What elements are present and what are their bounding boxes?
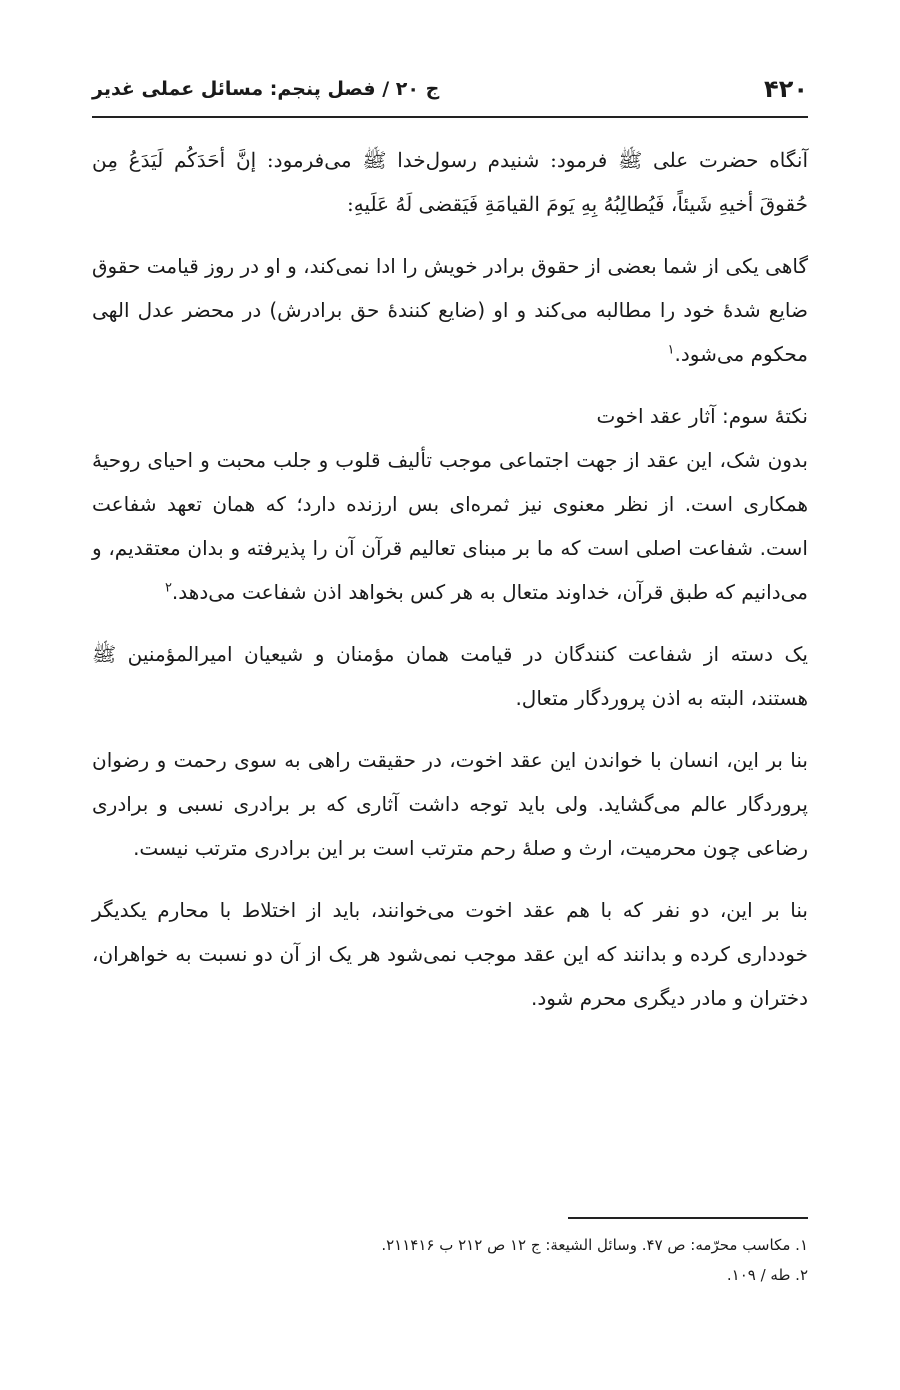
running-header (92, 62, 808, 118)
book-page (92, 0, 808, 1390)
paragraph-intercessors: یک دسته از شفاعت کنندگان در قیامت همان مؤمنان و شیعیان امیرالمؤمنین ﷺ هستند، البته به اذن پروردگار متعال. (92, 642, 808, 710)
paragraph-hadith: آنگاه حضرت علی ﷺ فرمود: شنیدم رسول‌خدا ﷺ می‌فرمود: إنَّ أحَدَکُم لَیَدَعُ مِن حُقوقَ أخیهِ شَیئاً، فَیُطالِبُهُ بِهِ یَومَ القیامَةِ فَیَقضی لَهُ عَلَیهِ: (92, 148, 808, 216)
paragraph-translation: گاهی یکی از شما بعضی از حقوق برادر خویش را ادا نمی‌کند، و او در روز قیامت حقوق ضایع شدهٔ خود را مطالبه می‌کند و او (ضایع کنندهٔ حق برادرش) در محضر عدل الهی محکوم می‌شود.$^۱$ (92, 254, 808, 366)
footnote-1: ۱. مکاسب محرّمه: ص ۴۷. وسائل الشیعة: ج ۱۲ ص ۲۱۲ ب ۲۱۱۴۱۶. (381, 1236, 808, 1254)
main-text (92, 138, 808, 1038)
paragraph-therefore-1: بنا بر این، انسان با خواندن این عقد اخوت، در حقیقت راهی به سوی رحمت و رضوان پروردگار عالم می‌گشاید. ولی باید توجه داشت آثاری که بر برادری نسبی و برادری رضاعی چون محرمیت، ارث و صلهٔ رحم مترتب است بر این برادری مترتب نیست. (92, 748, 808, 860)
footnote-divider (568, 1217, 808, 1219)
footnote-ref-1[interactable]: ۱ (667, 342, 675, 358)
section-heading: نکتهٔ سوم: آثار عقد اخوت (596, 404, 808, 428)
footnotes (92, 1230, 808, 1290)
paragraph-therefore-2: بنا بر این، دو نفر که با هم عقد اخوت می‌خوانند، باید از اختلاط با محارم یکدیگر خودداری کرده و بدانند که این عقد موجب نمی‌شود هر یک از آن دو نسبت به خواهران، دختران و مادر دیگری محرم شود. (92, 898, 808, 1010)
footnote-ref-2[interactable]: ۲ (164, 580, 172, 596)
paragraph-effects: بدون شک، این عقد از جهت اجتماعی موجب تألیف قلوب و جلب محبت و احیای روحیهٔ همکاری است. از نظر معنوی نیز ثمره‌ای بس ارزنده دارد؛ که همان تعهد شفاعت است. شفاعت اصلی است که ما بر مبنای تعالیم قرآن آن را پذیرفته و بدان معتقدیم، و می‌دانیم که طبق قرآن، خداوند متعال به هر کس بخواهد اذن شفاعت می‌دهد.$^۲$ (92, 448, 808, 604)
page-number: ۴۲۰ (764, 75, 808, 103)
chapter-title: ج ۲۰ / فصل پنجم: مسائل عملی غدیر (92, 78, 440, 100)
footnote-2: ۲. طه / ۱۰۹. (726, 1266, 808, 1284)
